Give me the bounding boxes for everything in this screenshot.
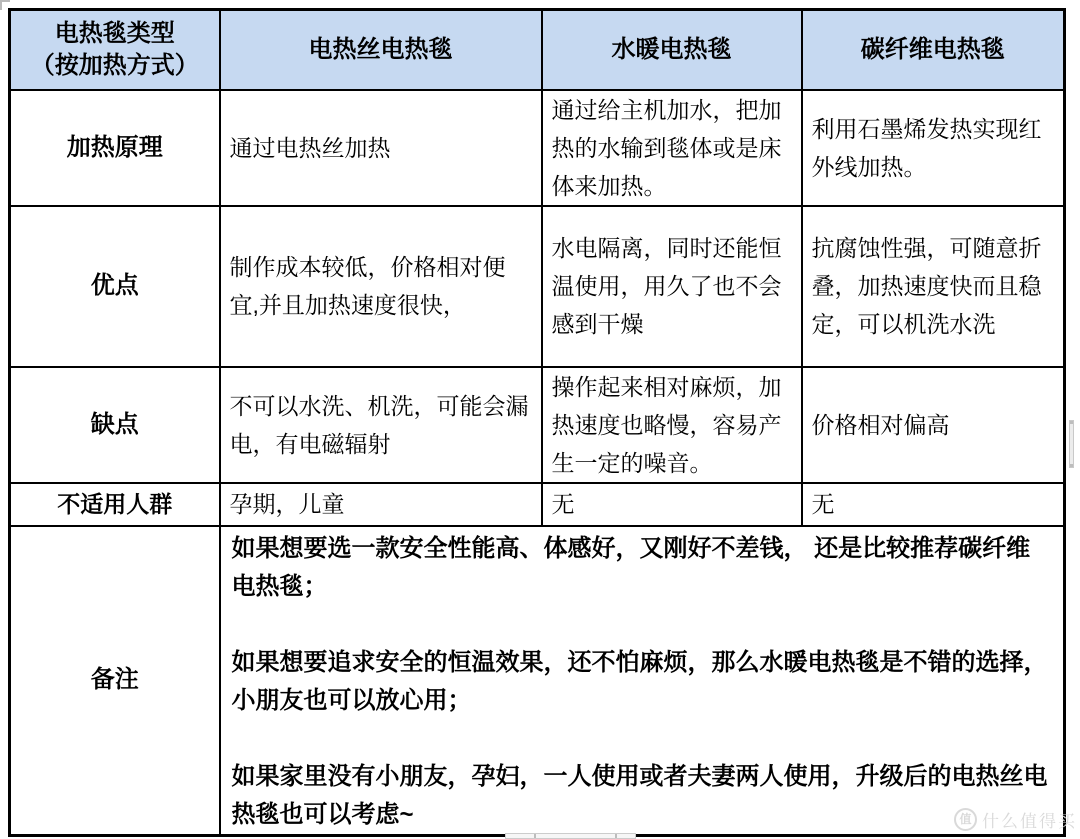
cell-principle-wire: 通过电热丝加热 [220,90,542,206]
cell-cons-carbon: 价格相对偏高 [802,367,1065,483]
table-row-pros [10,206,1065,367]
smzdm-badge-icon: 值 [954,808,977,831]
cell-pros-water: 水电隔离，同时还能恒温使用，用久了也不会感到干燥 [542,206,802,367]
horizontal-scrollbar-fragment[interactable] [505,833,636,839]
header-cell-carbon: 碳纤维电热毯 [802,10,1065,90]
remark-paragraph-2: 如果想要追求安全的恒温效果，还不怕麻烦，那么水暖电热毯是不错的选择，小朋友也可以放心用； [231,648,1048,714]
row-label-unsuitable: 不适用人群 [10,483,220,526]
cell-pros-carbon: 抗腐蚀性强，可随意折叠，加热速度快而且稳定，可以机洗水洗 [802,206,1065,367]
table-row-remark [10,526,1065,836]
row-label-principle: 加热原理 [10,90,220,206]
cell-principle-water: 通过给主机加水，把加热的水输到毯体或是床体来加热。 [542,90,802,206]
header-cell-wire: 电热丝电热毯 [220,10,542,90]
smzdm-watermark-text: 什么值得买 [982,812,1077,831]
cell-unsuitable-wire: 孕期，儿童 [220,483,542,526]
header-cell-type [10,10,220,90]
vertical-scrollbar-fragment[interactable] [1069,420,1074,468]
header-cell-water: 水暖电热毯 [542,10,802,90]
table-row-principle [10,90,1065,206]
remark-paragraph-1: 如果想要选一款安全性能高、体感好，又刚好不差钱， 还是比较推荐碳纤维电热毯； [231,534,1031,600]
header-type-line1: 电热毯类型 [54,19,175,47]
cell-pros-wire: 制作成本较低，价格相对便宜,并且加热速度很快， [220,206,542,367]
cell-unsuitable-water: 无 [542,483,802,526]
smzdm-watermark [954,807,1077,832]
cell-remark-content [220,526,1065,836]
electric-blanket-comparison-table [8,8,1066,837]
table-row-unsuitable [10,483,1065,526]
table-row-cons [10,367,1065,483]
remark-paragraph-3: 如果家里没有小朋友，孕妇，一人使用或者夫妻两人使用，升级后的电热丝电热毯也可以考虑~ [231,762,1048,828]
row-label-cons: 缺点 [10,367,220,483]
cell-unsuitable-carbon: 无 [802,483,1065,526]
row-label-pros: 优点 [10,206,220,367]
cell-cons-wire: 不可以水洗、机洗，可能会漏电，有电磁辐射 [220,367,542,483]
row-label-remark: 备注 [10,526,220,836]
table-header-row [10,10,1065,90]
header-type-line2: （按加热方式） [30,51,199,79]
cell-cons-water: 操作起来相对麻烦，加热速度也略慢，容易产生一定的噪音。 [542,367,802,483]
cell-principle-carbon: 利用石墨烯发热实现红外线加热。 [802,90,1065,206]
